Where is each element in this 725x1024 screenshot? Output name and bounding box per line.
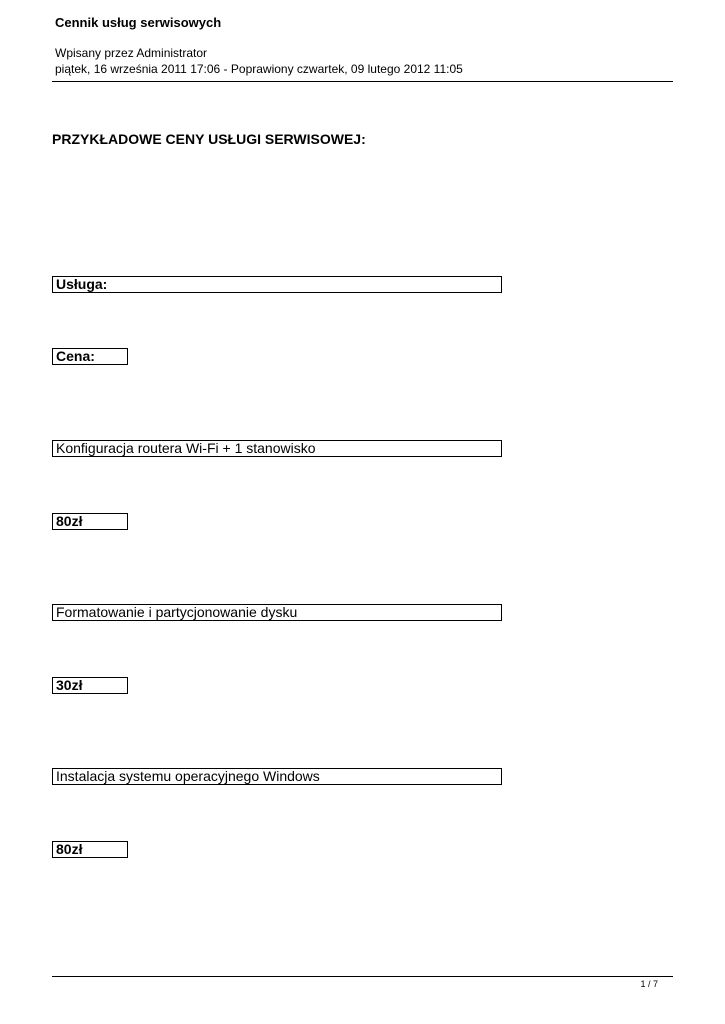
price-cell-router: 80zł <box>52 513 128 530</box>
author-line: Wpisany przez Administrator <box>55 46 208 60</box>
footer-divider <box>52 976 673 977</box>
service-cell-router: Konfiguracja routera Wi-Fi + 1 stanowisko <box>52 440 502 457</box>
dates-line: piątek, 16 września 2011 17:06 - Poprawiony czwartek, 09 lutego 2012 11:05 <box>55 62 463 76</box>
page-number: 1 / 7 <box>640 979 658 989</box>
document-title: Cennik usług serwisowych <box>55 15 222 30</box>
price-cell-windows: 80zł <box>52 841 128 858</box>
section-heading: PRZYKŁADOWE CENY USŁUGI SERWISOWEJ: <box>52 131 366 147</box>
service-cell-disk: Formatowanie i partycjonowanie dysku <box>52 604 502 621</box>
service-header-cell: Usługa: <box>52 276 502 293</box>
service-cell-windows: Instalacja systemu operacyjnego Windows <box>52 768 502 785</box>
price-cell-disk: 30zł <box>52 677 128 694</box>
header-divider <box>52 81 673 82</box>
price-header-cell: Cena: <box>52 348 128 365</box>
